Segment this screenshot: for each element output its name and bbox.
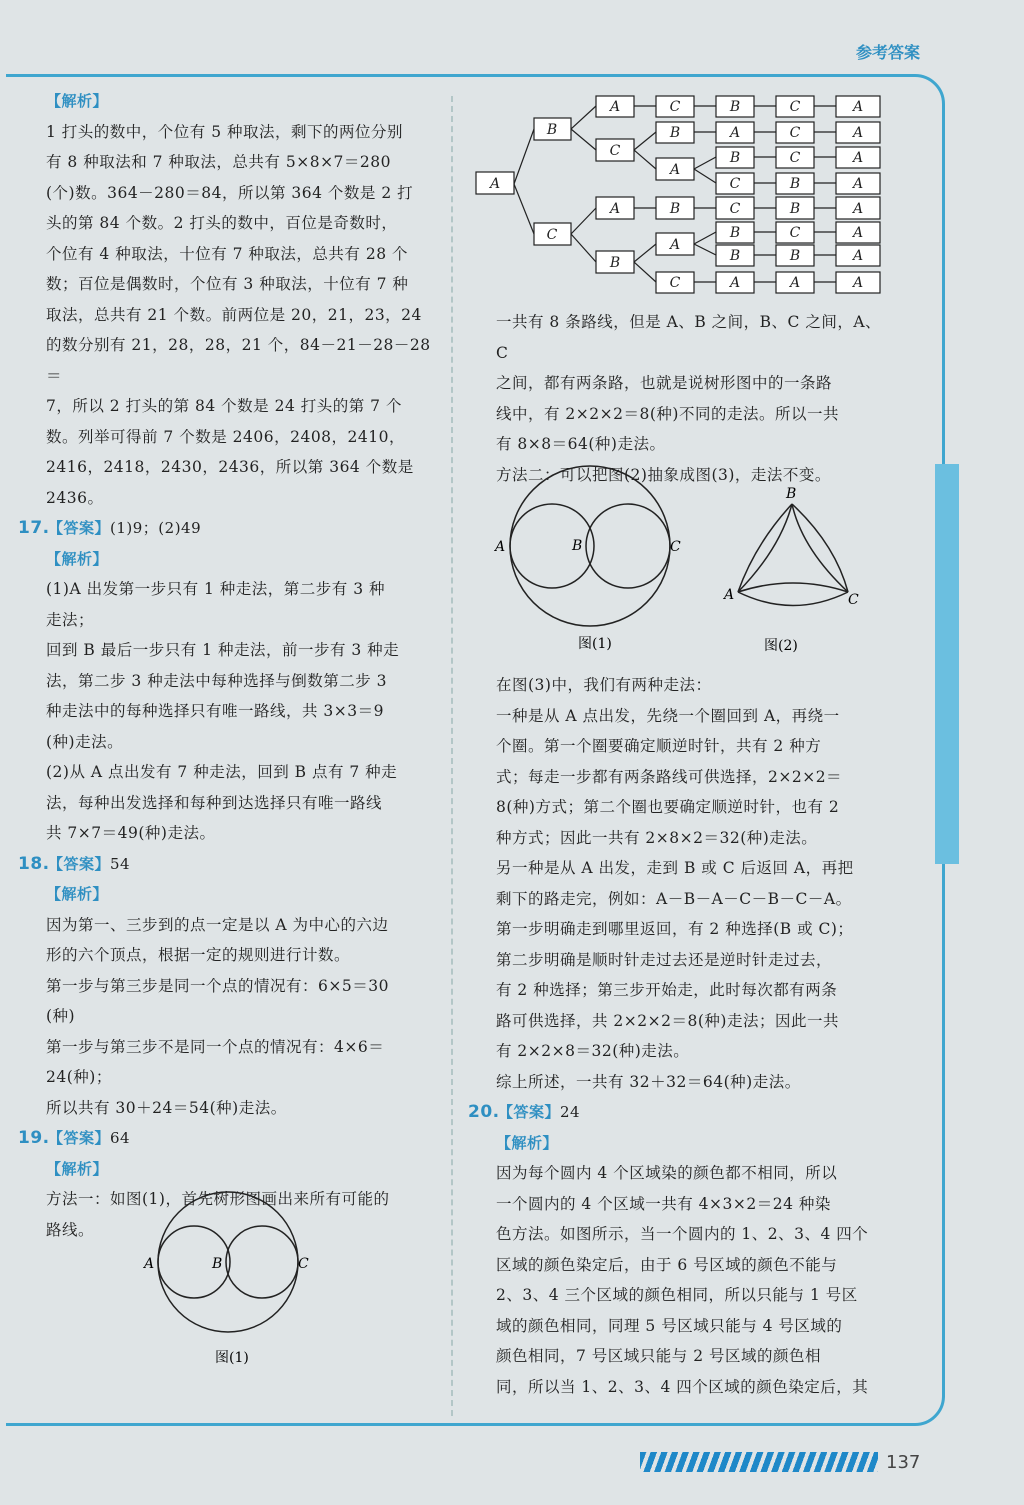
figure-circles-left (140, 1190, 330, 1380)
tree-node: C (789, 150, 801, 166)
tree-node: A (852, 99, 864, 115)
q20-line: 域的颜色相同，同理 5 号区域只能与 4 号区域的 (496, 1316, 843, 1335)
intro-line: 有 8 种取法和 7 种取法，总共有 5×8×7＝280 (46, 153, 392, 171)
question-number: 17. (18, 518, 50, 538)
tree-node: B (669, 125, 681, 141)
side-tab (935, 464, 959, 864)
q18-header (18, 849, 436, 880)
tree-node: C (789, 225, 801, 241)
para-line: 第一步明确走到哪里返回，有 2 种选择(B 或 C)； (496, 920, 854, 938)
q17-line: (2)从 A 点出发有 7 种走法，回到 B 点有 7 种走 (46, 763, 398, 781)
tree-node: A (852, 225, 864, 241)
tree-node: C (729, 201, 741, 217)
tree-node: B (729, 248, 741, 264)
para-line: 在图(3)中，我们有两种走法： (496, 676, 712, 694)
intro-line: 7，所以 2 打头的第 84 个数是 24 打头的第 7 个 (46, 397, 402, 415)
figure-caption: 图(1) (215, 1350, 249, 1366)
figure-triangle (720, 484, 870, 659)
tree-node: A (789, 275, 801, 291)
tree-node: C (546, 227, 558, 243)
tree-node: A (669, 162, 681, 178)
q17-line: 共 7×7＝49(种)走法。 (46, 824, 216, 842)
label-a: A (495, 539, 506, 555)
para-line: 另一种是从 A 出发，走到 B 或 C 后返回 A，再把 (496, 859, 854, 877)
tree-node: C (729, 176, 741, 192)
q20-line: 色方法。如图所示，当一个圆内的 1、2、3、4 四个 (496, 1225, 869, 1243)
figure-caption: 图(2) (764, 638, 798, 654)
tree-node: C (789, 99, 801, 115)
para-line: 式；每走一步都有两条路线可供选择，2×2×2＝ (496, 767, 843, 786)
tree-node: C (669, 275, 681, 291)
intro-line: 数；百位是偶数时，个位有 3 种取法，十位有 7 种 (46, 275, 409, 293)
para-line: 路可供选择，共 2×2×2＝8(种)走法；因此一共 (496, 1011, 839, 1030)
intro-line: 的数分别有 21，28，28，21 个，84－21－28－28＝ (46, 336, 431, 385)
q17-line: 种走法中的每种选择只有唯一路线，共 3×3＝9 (46, 702, 385, 720)
figure-caption: 图(1) (578, 636, 612, 652)
label-a: A (144, 1256, 155, 1272)
answer-value: 64 (110, 1129, 131, 1147)
q18-line: 第一步与第三步不是同一个点的情况有：4×6＝ (46, 1037, 385, 1056)
question-number: 20. (468, 1102, 500, 1122)
intro-line: (个)数。364－280＝84，所以第 364 个数是 2 打 (46, 183, 414, 202)
q20-line: 同，所以当 1、2、3、4 四个区域的颜色染定后，其 (496, 1377, 869, 1396)
tree-node: C (789, 125, 801, 141)
header-label: 参考答案 (855, 43, 920, 62)
q17-line: 法，第二步 3 种走法中每种选择与倒数第二步 3 (46, 671, 388, 690)
left-column (18, 86, 436, 1245)
para-line: 有 2×2×8＝32(种)走法。 (496, 1042, 690, 1060)
para-line: 方法二：可以把图(2)抽象成图(3)，走法不变。 (496, 465, 831, 484)
tree-node: A (852, 176, 864, 192)
analysis-tag: 【解析】 (496, 1133, 559, 1152)
q18-line: 所以共有 30＋24＝54(种)走法。 (46, 1098, 287, 1117)
q19-line: 方法一：如图(1)，首先树形图画出来所有可能的 (46, 1190, 390, 1208)
q19-line: 路线。 (46, 1220, 95, 1239)
tree-node: A (729, 125, 741, 141)
page-number: 137 (886, 1452, 921, 1473)
para-line: 之间，都有两条路，也就是说树形图中的一条路 (496, 374, 833, 392)
intro-line: 数。列举可得前 7 个数是 2406，2408，2410， (46, 427, 405, 446)
label-c: C (298, 1256, 309, 1272)
intro-line: 2416，2418，2430，2436，所以第 364 个数是 2436。 (46, 458, 414, 507)
q18-line: 形的六个顶点，根据一定的规则进行计数。 (46, 946, 351, 964)
answer-tag: 【答案】 (48, 519, 111, 537)
label-a: A (724, 587, 735, 603)
tree-node: A (489, 176, 501, 192)
tree-diagram (468, 92, 888, 296)
q17-line: (种)走法。 (46, 732, 124, 751)
answer-tag: 【答案】 (498, 1103, 561, 1121)
column-divider (451, 96, 453, 1416)
tree-node: B (729, 150, 741, 166)
label-b: B (572, 538, 583, 554)
q17-line: 走法； (46, 610, 95, 629)
q18-line: (种) (46, 1007, 76, 1025)
para-line: 种方式；因此一共有 2×8×2＝32(种)走法。 (496, 828, 818, 847)
tree-node: C (609, 143, 621, 159)
label-b: B (212, 1256, 223, 1272)
q18-line: 因为第一、三步到的点一定是以 A 为中心的六边 (46, 915, 389, 934)
tree-node: A (729, 275, 741, 291)
figure-circles-right (490, 462, 690, 662)
para-line: 一共有 8 条路线，但是 A、B 之间，B、C 之间，A、C (496, 313, 882, 362)
tree-node: A (852, 201, 864, 217)
tree-node: A (852, 125, 864, 141)
analysis-tag: 【解析】 (46, 549, 109, 568)
tree-node: A (609, 99, 621, 115)
q20-line: 一个圆内的 4 个区域一共有 4×3×2＝24 种染 (496, 1194, 831, 1213)
tree-node: B (789, 248, 801, 264)
answer-tag: 【答案】 (48, 854, 111, 873)
right-column-bottom (468, 670, 888, 1402)
intro-line: 1 打头的数中，个位有 5 种取法，剩下的两位分别 (46, 122, 404, 141)
analysis-tag: 【解析】 (46, 885, 109, 903)
q18-line: 第一步与第三步是同一个点的情况有：6×5＝30 (46, 976, 389, 995)
para-line: 有 2 种选择；第三步开始走，此时每次都有两条 (496, 981, 838, 999)
label-c: C (670, 539, 681, 555)
para-line: 一种是从 A 点出发，先绕一个圈回到 A，再绕一 (496, 706, 840, 725)
tree-node: B (789, 201, 801, 217)
footer-stripes (640, 1452, 878, 1472)
answer-value: (1)9；(2)49 (110, 519, 202, 537)
question-number: 19. (18, 1128, 50, 1148)
tree-node: B (546, 122, 558, 138)
q20-line: 2、3、4 三个区域的颜色相同，所以只能与 1 号区 (496, 1286, 858, 1304)
tree-node: A (669, 237, 681, 253)
tree-node: B (729, 99, 741, 115)
analysis-tag: 【解析】 (46, 1159, 109, 1178)
label-c: C (848, 592, 859, 608)
question-number: 18. (18, 853, 50, 874)
tree-node: A (852, 150, 864, 166)
tree-node: B (729, 225, 741, 241)
label-b: B (786, 486, 797, 502)
q18-line: 24(种)； (46, 1068, 112, 1086)
q17-line: 回到 B 最后一步只有 1 种走法，前一步有 3 种走 (46, 641, 400, 659)
tree-node: B (669, 201, 681, 217)
q20-line: 颜色相同，7 号区域只能与 2 号区域的颜色相 (496, 1347, 822, 1365)
q20-header (468, 1097, 888, 1128)
answer-tag: 【答案】 (48, 1129, 111, 1147)
para-line: 第二步明确是顺时针走过去还是逆时针走过去， (496, 950, 833, 969)
intro-line: 头的第 84 个数。2 打头的数中，百位是奇数时， (46, 214, 398, 232)
answer-value: 54 (110, 854, 131, 873)
tree-node: C (669, 99, 681, 115)
analysis-tag: 【解析】 (46, 92, 109, 110)
tree-node: A (609, 201, 621, 217)
intro-line: 取法，总共有 21 个数。前两位是 20，21，23，24 (46, 305, 422, 324)
para-line: 线中，有 2×2×2＝8(种)不同的走法。所以一共 (496, 404, 839, 423)
para-line: 个圈。第一个圈要确定顺逆时针，共有 2 种方 (496, 737, 822, 755)
answer-value: 24 (560, 1103, 581, 1121)
q17-header (18, 513, 436, 544)
para-line: 有 8×8＝64(种)走法。 (496, 435, 666, 453)
para-line: 综上所述，一共有 32＋32＝64(种)走法。 (496, 1072, 801, 1091)
q20-line: 区域的颜色染定后，由于 6 号区域的颜色不能与 (496, 1255, 838, 1274)
tree-node: B (789, 176, 801, 192)
tree-node: A (852, 248, 864, 264)
tree-node: B (609, 255, 621, 271)
q20-line: 因为每个圆内 4 个区域染的颜色都不相同，所以 (496, 1164, 838, 1182)
q19-header (18, 1123, 436, 1154)
q17-line: (1)A 出发第一步只有 1 种走法，第二步有 3 种 (46, 580, 386, 598)
intro-line: 个位有 4 种取法，十位有 7 种取法，总共有 28 个 (46, 244, 409, 263)
para-line: 剩下的路走完，例如：A－B－A－C－B－C－A。 (496, 889, 852, 908)
tree-node: A (852, 275, 864, 291)
para-line: 8(种)方式；第二个圈也要确定顺逆时针，也有 2 (496, 798, 840, 816)
q17-line: 法，每种出发选择和每种到达选择只有唯一路线 (46, 793, 383, 812)
